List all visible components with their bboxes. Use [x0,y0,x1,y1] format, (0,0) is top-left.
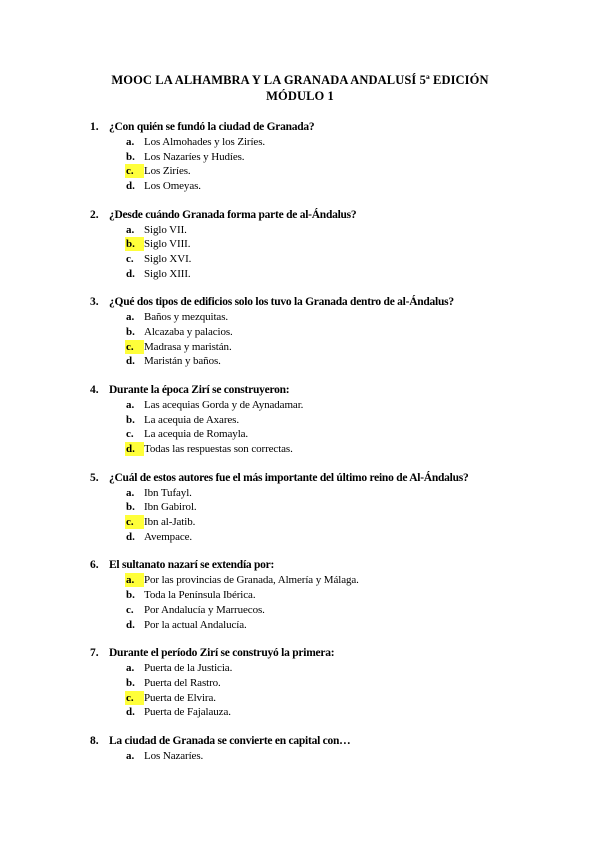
option-letter: a. [126,486,135,499]
option-text: Las acequias Gorda y de Aynadamar. [144,399,304,412]
option-letter: b. [126,413,135,426]
question-text: ¿Desde cuándo Granada forma parte de al-Ándalus? [109,208,357,221]
option-letter: d. [126,180,135,193]
option-text: Los Nazaríes. [144,749,204,762]
question-number: 5. [90,471,99,484]
option-letter: a. [126,749,135,762]
answer-option [0,398,600,413]
option-list [0,398,600,457]
option-letter: c. [126,253,134,266]
option-text: Ibn al-Jatib. [144,516,196,529]
highlighted-answer-option [0,442,600,457]
answer-option [0,486,600,501]
option-text: Maristán y baños. [144,355,221,368]
option-text: Por Andalucía y Marruecos. [144,603,265,616]
option-letter: d. [125,442,141,456]
question-number: 3. [90,296,99,309]
option-text: Alcazaba y palacios. [144,326,233,339]
option-text: Siglo XVI. [144,253,192,266]
option-text: Por la actual Andalucía. [144,618,247,631]
question-text: El sultanato nazarí se extendía por: [109,559,275,572]
answer-option [0,618,600,633]
question-item [0,208,600,296]
option-list [0,223,600,282]
question-list [0,120,600,822]
question-item [0,295,600,383]
highlighted-answer-option [0,164,600,179]
answer-option [0,310,600,325]
option-text: Siglo VII. [144,223,187,236]
answer-option [0,267,600,282]
question-number: 6. [90,559,99,572]
answer-option [0,500,600,515]
option-text: Puerta de la Justicia. [144,662,233,675]
option-letter: a. [125,573,141,587]
question-item [0,383,600,471]
answer-option [0,354,600,369]
option-list [0,749,600,764]
answer-option [0,603,600,618]
option-letter: a. [126,662,135,675]
question-number: 8. [90,734,99,747]
option-letter: c. [125,515,141,529]
option-text: Puerta de Fajalauza. [144,706,231,719]
answer-option [0,661,600,676]
option-text: Baños y mezquitas. [144,311,229,324]
option-list [0,135,600,194]
option-letter: d. [126,355,135,368]
option-text: Avempace. [144,530,193,543]
question-item [0,120,600,208]
highlighted-answer-option [0,691,600,706]
option-text: Madrasa y maristán. [144,340,232,353]
answer-option [0,325,600,340]
answer-option [0,179,600,194]
question-number: 2. [90,208,99,221]
question-item [0,471,600,559]
option-text: La acequia de Axares. [144,413,240,426]
option-list [0,661,600,720]
question-text: Durante la época Zirí se construyeron: [109,384,290,397]
option-text: Ibn Gabirol. [144,501,197,514]
option-text: Toda la Península Ibérica. [144,589,256,602]
answer-option [0,676,600,691]
answer-option [0,252,600,267]
option-letter: d. [126,530,135,543]
option-letter: c. [126,428,134,441]
option-letter: c. [125,164,141,178]
answer-option [0,749,600,764]
option-letter: a. [126,399,135,412]
option-letter: a. [126,311,135,324]
question-text: Durante el período Zirí se construyó la primera: [109,647,335,660]
option-text: Los Ziríes. [144,165,191,178]
option-letter: d. [126,706,135,719]
option-text: Siglo VIII. [144,238,191,251]
question-item [0,558,600,646]
highlighted-answer-option [0,340,600,355]
option-letter: d. [126,618,135,631]
module-title: MÓDULO 1 [266,89,334,103]
option-letter: d. [126,267,135,280]
answer-option [0,150,600,165]
document-title: MOOC LA ALHAMBRA Y LA GRANADA ANDALUSÍ 5ª EDICIÓN [111,73,489,87]
option-text: Los Omeyas. [144,180,201,193]
option-letter: b. [126,501,135,514]
option-text: La acequia de Romayla. [144,428,249,441]
answer-option [0,530,600,545]
option-letter: b. [126,589,135,602]
question-number: 7. [90,647,99,660]
answer-option [0,223,600,238]
question-text: ¿Con quién se fundó la ciudad de Granada? [109,121,315,133]
answer-option [0,427,600,442]
question-item [0,734,600,822]
option-letter: a. [126,136,135,148]
answer-option [0,588,600,603]
option-text: Por las provincias de Granada, Almería y Málaga. [144,574,359,587]
highlighted-answer-option [0,573,600,588]
option-letter: b. [126,326,135,339]
option-text: Puerta de Elvira. [144,691,216,704]
option-text: Siglo XIII. [144,267,191,280]
answer-option [0,413,600,428]
option-list [0,486,600,545]
highlighted-answer-option [0,237,600,252]
option-text: Los Almohades y los Ziríes. [144,136,266,148]
question-item [0,646,600,734]
question-number: 4. [90,384,99,397]
option-text: Los Nazaríes y Hudíes. [144,150,245,163]
option-letter: a. [126,223,135,236]
question-text: ¿Qué dos tipos de edificios solo los tuvo la Granada dentro de al-Ándalus? [109,296,454,309]
option-letter: b. [125,237,141,251]
option-letter: c. [125,691,141,705]
option-text: Todas las respuestas son correctas. [144,443,293,456]
option-text: Puerta del Rastro. [144,676,221,689]
question-number: 1. [90,121,99,133]
question-text: ¿Cuál de estos autores fue el más importante del último reino de Al-Ándalus? [109,471,469,484]
answer-option [0,705,600,720]
option-text: Ibn Tufayl. [144,486,192,499]
option-letter: b. [126,676,135,689]
question-text: La ciudad de Granada se convierte en capital con… [109,734,351,747]
highlighted-answer-option [0,515,600,530]
option-letter: b. [126,150,135,163]
answer-option [0,135,600,150]
option-letter: c. [125,340,141,354]
option-list [0,573,600,632]
option-list [0,310,600,369]
option-letter: c. [126,603,134,616]
